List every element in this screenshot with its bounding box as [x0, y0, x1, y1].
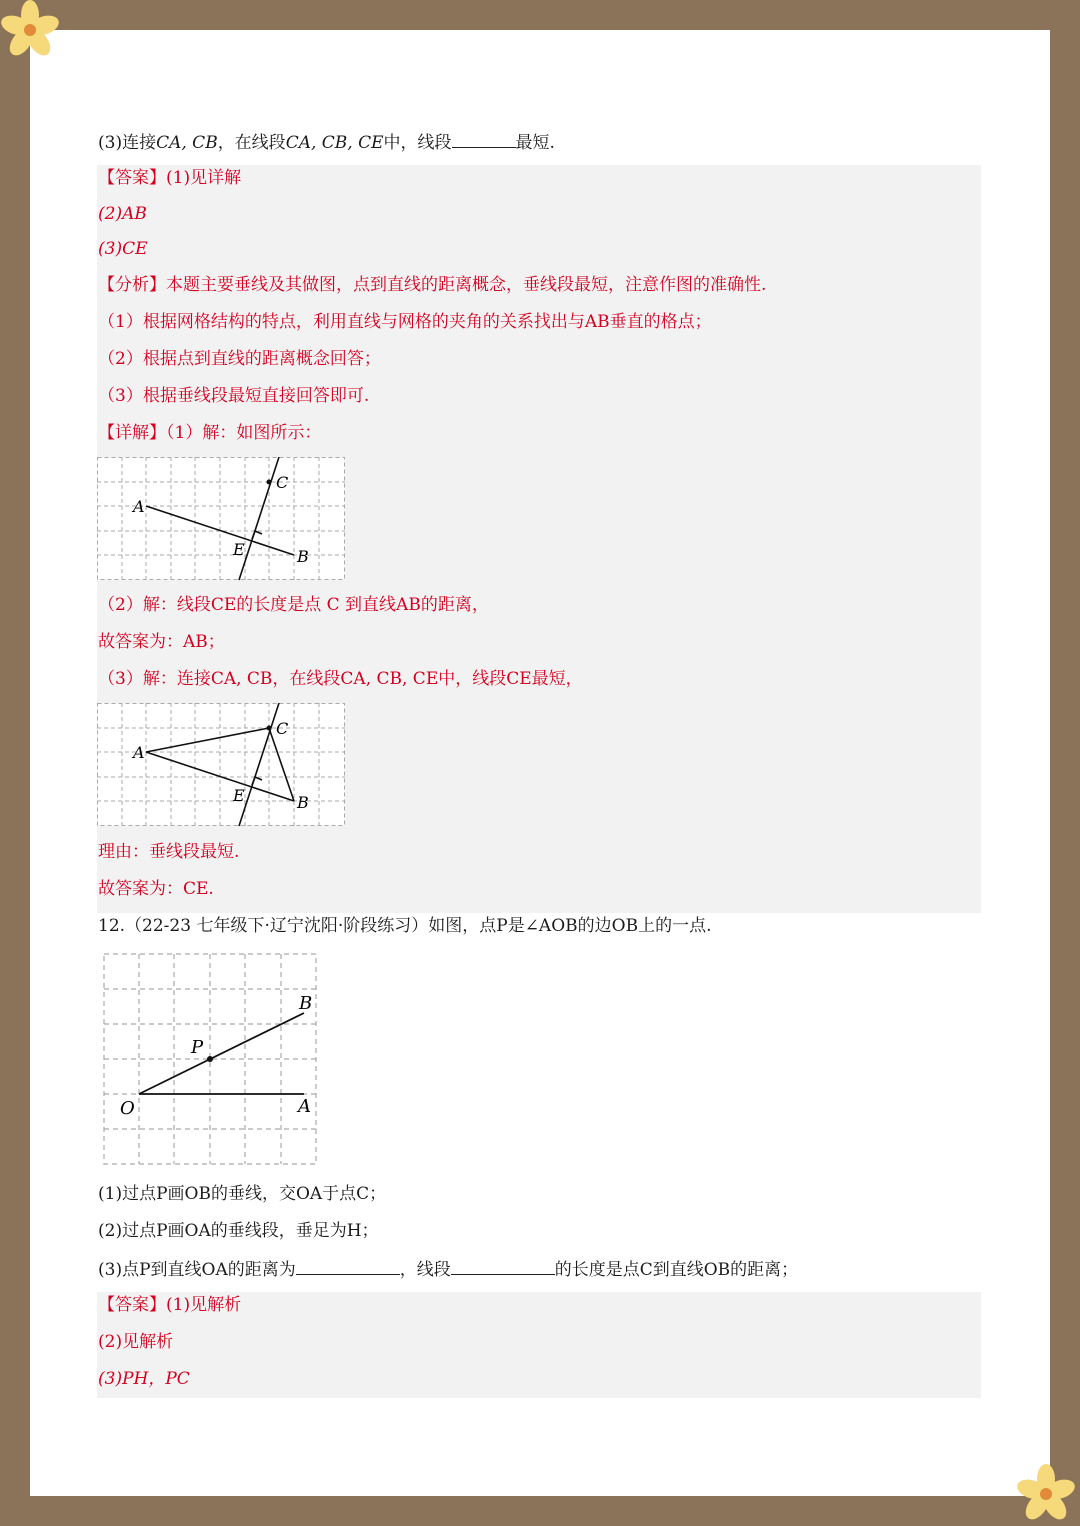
label-p: P	[191, 1037, 204, 1058]
analysis-step1: （1）根据网格结构的特点，利用直线与网格的夹角的关系找出与AB垂直的格点；	[98, 312, 712, 332]
answer-blank-2[interactable]	[451, 1256, 555, 1275]
answer-part3: (3)CE	[98, 239, 148, 259]
answer-part2: (2)AB	[98, 204, 147, 224]
label-o: O	[120, 1098, 135, 1119]
label-a: A	[298, 1096, 311, 1117]
detail-part2-answer: 故答案为：AB；	[98, 632, 225, 652]
flower-decoration-bottom-right	[1014, 1462, 1078, 1526]
label-b: B	[297, 547, 309, 566]
label-a: A	[133, 743, 145, 762]
analysis-text: 【分析】本题主要垂线及其做图，点到直线的距离概念，垂线段最短，注意作图的准确性.	[98, 275, 767, 295]
answer-blank[interactable]	[452, 129, 516, 148]
analysis-step2: （2）根据点到直线的距离概念回答；	[98, 349, 381, 369]
q12-stem: 12.（22-23 七年级下·辽宁沈阳·阶段练习）如图，点P是∠AOB的边OB上的一点.	[98, 916, 712, 936]
detail-part3-answer: 故答案为：CE.	[98, 879, 214, 899]
label-c: C	[276, 719, 289, 738]
flower-decoration-top-left	[0, 0, 64, 64]
label-e: E	[233, 540, 245, 559]
label-c: C	[276, 473, 289, 492]
figure-perpendicular-ce	[97, 457, 347, 581]
answer-head: 【答案】(1)见详解	[98, 168, 242, 188]
label-b: B	[299, 993, 313, 1014]
detail-heading: 【详解】（1）解：如图所示：	[98, 423, 322, 443]
q12-part1: (1)过点P画OB的垂线，交OA于点C；	[98, 1184, 387, 1204]
label-b: B	[297, 793, 309, 812]
label-e: E	[233, 786, 245, 805]
q12-part3: (3)点P到直线OA的距离为 ，线段 的长度是点C到直线OB的距离；	[98, 1256, 798, 1282]
figure-angle-aob	[100, 950, 322, 1168]
answer-blank-1[interactable]	[296, 1256, 400, 1275]
answer2-part2: (2)见解析	[98, 1332, 174, 1352]
label-a: A	[133, 497, 145, 516]
detail-part2: （2）解：线段CE的长度是点 C 到直线AB的距离，	[98, 595, 489, 615]
answer2-part3: (3)PH，PC	[98, 1369, 190, 1389]
q12-part2: (2)过点P画OA的垂线段，垂足为H；	[98, 1221, 379, 1241]
figure-triangle-cab	[97, 703, 347, 827]
answer2-head: 【答案】(1)见解析	[98, 1295, 242, 1315]
analysis-step3: （3）根据垂线段最短直接回答即可.	[98, 386, 370, 406]
detail-part3: （3）解：连接CA, CB，在线段CA, CB, CE中，线段CE最短，	[98, 669, 583, 689]
reason-text: 理由：垂线段最短.	[98, 842, 240, 862]
q11-part3: (3)连接CA, CB，在线段CA, CB, CE中，线段 最短.	[98, 129, 555, 155]
